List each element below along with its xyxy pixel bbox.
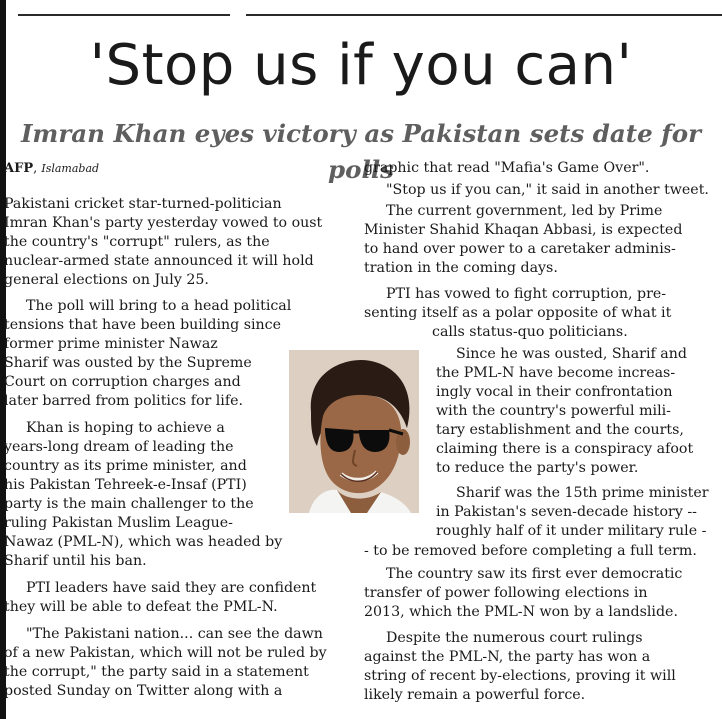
body-line: his Pakistan Tehreek-e-Insaf (PTI)	[4, 477, 247, 493]
body-line: nuclear-armed state announced it will hold	[4, 253, 314, 269]
byline	[4, 160, 99, 178]
byline-agency: AFP	[4, 161, 34, 176]
body-line: "The Pakistani nation... can see the dawn	[26, 626, 323, 642]
body-line: Despite the numerous court rulings	[386, 630, 643, 646]
body-line: The poll will bring to a head political	[26, 298, 292, 314]
body-line: - to be removed before completing a full term.	[364, 543, 697, 559]
body-line: Court on corruption charges and	[4, 374, 241, 390]
headline: 'Stop us if you can'	[89, 33, 633, 98]
portrait-photo	[289, 350, 419, 513]
body-line: Sharif was the 15th prime minister	[456, 485, 709, 501]
body-line: calls status-quo politicians.	[432, 324, 628, 340]
subheadline: Imran Khan eyes victory as Pakistan sets date for polls	[20, 119, 702, 184]
body-line: string of recent by-elections, proving it will	[364, 668, 676, 684]
body-line: general elections on July 25.	[4, 272, 209, 288]
body-line: Sharif was ousted by the Supreme	[4, 355, 252, 371]
body-line: Pakistani cricket star-turned-politician	[4, 196, 282, 212]
body-line: transfer of power following elections in	[364, 585, 648, 601]
body-line: later barred from politics for life.	[4, 393, 244, 409]
body-line: tration in the coming days.	[364, 260, 558, 276]
body-line: 2013, which the PML-N won by a landslide.	[364, 604, 678, 620]
body-line: former prime minister Nawaz	[4, 336, 218, 352]
body-line: ingly vocal in their confrontation	[436, 384, 673, 400]
body-line: years-long dream of leading the	[4, 439, 234, 455]
body-line: to hand over power to a caretaker adminis-	[364, 241, 676, 257]
body-line: claiming there is a conspiracy afoot	[436, 441, 694, 457]
body-line: the corrupt," the party said in a statement	[4, 664, 309, 680]
body-line: likely remain a powerful force.	[364, 687, 586, 703]
body-line: the country's "corrupt" rulers, as the	[4, 234, 270, 250]
body-line: Since he was ousted, Sharif and	[456, 346, 687, 362]
body-line: Khan is hoping to achieve a	[26, 420, 225, 436]
byline-location: Islamabad	[41, 162, 100, 175]
body-line: against the PML-N, the party has won a	[364, 649, 651, 665]
body-line: they will be able to defeat the PML-N.	[4, 599, 278, 615]
body-line: Imran Khan's party yesterday vowed to oust	[4, 215, 323, 231]
body-line: roughly half of it under military rule -	[436, 523, 707, 539]
body-line: Nawaz (PML-N), which was headed by	[4, 534, 283, 550]
body-line: PTI leaders have said they are confident	[26, 580, 317, 596]
body-line: to reduce the party's power.	[436, 460, 639, 476]
body-line: PTI has vowed to fight corruption, pre-	[386, 286, 667, 302]
body-line: in Pakistan's seven-decade history --	[436, 504, 697, 520]
top-rule-right	[246, 14, 722, 16]
byline-separator: ,	[33, 161, 42, 176]
body-line: the PML-N have become increas-	[436, 365, 676, 381]
body-line: "Stop us if you can," it said in another tweet.	[386, 182, 709, 198]
body-line: The current government, led by Prime	[386, 203, 663, 219]
top-rule-left	[18, 14, 230, 16]
body-line: Sharif until his ban.	[4, 553, 147, 569]
body-line: graphic that read "Mafia's Game Over".	[364, 160, 650, 176]
body-line: ruling Pakistan Muslim League-	[4, 515, 233, 531]
body-line: Minister Shahid Khaqan Abbasi, is expected	[364, 222, 683, 238]
body-line: with the country's powerful mili-	[436, 403, 671, 419]
body-line: country as its prime minister, and	[4, 458, 247, 474]
body-line: The country saw its first ever democratic	[386, 566, 683, 582]
body-line: senting itself as a polar opposite of what it	[364, 305, 672, 321]
body-line: party is the main challenger to the	[4, 496, 254, 512]
body-line: tensions that have been building since	[4, 317, 282, 333]
body-line: posted Sunday on Twitter along with a	[4, 683, 283, 699]
body-line: tary establishment and the courts,	[436, 422, 684, 438]
body-line: of a new Pakistan, which will not be ruled by	[4, 645, 327, 661]
